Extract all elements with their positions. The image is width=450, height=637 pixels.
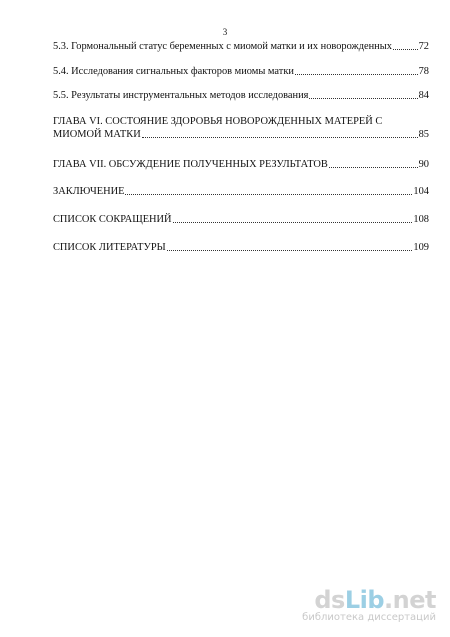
- toc-leader-dots: [309, 98, 417, 99]
- toc-entry: [53, 115, 429, 141]
- toc-entry-title-line2: МИОМОЙ МАТКИ: [53, 129, 141, 140]
- toc-entry-page: 109: [413, 242, 429, 253]
- dslib-subtitle: библиотека диссертаций: [302, 612, 436, 623]
- dslib-watermark: [302, 586, 436, 623]
- toc-entry-title: ЗАКЛЮЧЕНИЕ: [53, 186, 125, 197]
- toc-entry-title: 5.3. Гормональный статус беременных с миомой матки и их новорожденных: [53, 41, 392, 52]
- toc-leader-dots: [173, 222, 413, 223]
- toc-entry: [53, 89, 429, 102]
- toc-entry-page: 72: [418, 41, 429, 52]
- toc-entry-title-line1: ГЛАВА VI. СОСТОЯНИЕ ЗДОРОВЬЯ НОВОРОЖДЕННЫХ МАТЕРЕЙ С: [53, 116, 383, 127]
- toc-entry: [53, 65, 429, 78]
- toc-entry-title: 5.4. Исследования сигнальных факторов миомы матки: [53, 66, 294, 77]
- toc-entry-title: СПИСОК СОКРАЩЕНИЙ: [53, 214, 172, 225]
- page-number: 3: [222, 27, 228, 37]
- toc-entry-title: 5.5. Результаты инструментальных методов исследования: [53, 90, 309, 101]
- dslib-logo: ds Lib .net: [314, 586, 436, 614]
- toc-entry: [53, 40, 429, 53]
- toc-entry-page: 85: [418, 129, 429, 140]
- toc-leader-dots: [329, 167, 418, 168]
- toc-entry: [53, 185, 429, 198]
- toc-entry: [53, 241, 429, 254]
- toc-leader-dots: [295, 74, 418, 75]
- toc-entry: [53, 213, 429, 226]
- toc-entry-page: 90: [418, 159, 429, 170]
- toc-entry-page: 108: [413, 214, 429, 225]
- toc-entry-title: ГЛАВА VII. ОБСУЖДЕНИЕ ПОЛУЧЕННЫХ РЕЗУЛЬТАТОВ: [53, 159, 328, 170]
- toc-entry-page: 104: [413, 186, 429, 197]
- toc-entry-page: 84: [418, 90, 429, 101]
- toc-leader-dots: [167, 250, 413, 251]
- toc-leader-dots: [393, 49, 418, 50]
- toc-leader-dots: [142, 137, 418, 138]
- toc-entry-page: 78: [418, 66, 429, 77]
- toc-leader-dots: [125, 194, 412, 195]
- toc-entry: [53, 158, 429, 171]
- toc-entry-title: СПИСОК ЛИТЕРАТУРЫ: [53, 242, 166, 253]
